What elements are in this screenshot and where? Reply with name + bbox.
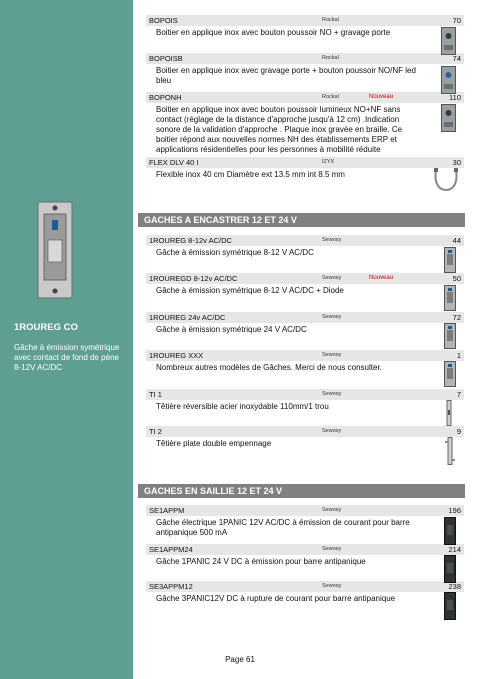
faceplate-thumbnail — [445, 400, 453, 426]
electric-strike-thumbnail — [444, 361, 456, 387]
product-price: 72 — [452, 313, 461, 322]
section-header: GACHES A ENCASTRER 12 ET 24 V — [138, 213, 465, 227]
product-brand: Sewosy — [322, 391, 342, 397]
product-row — [146, 157, 464, 179]
product-description: Gâche 3PANIC12V DC à rupture de courant pour barre antipanique — [156, 594, 396, 603]
product-description: Gâche à émission symétrique 8-12 V AC/DC — [156, 248, 314, 257]
product-row — [146, 426, 464, 448]
product-price: 50 — [452, 274, 461, 283]
product-description: Têtière plate double empennage — [156, 439, 272, 448]
product-brand: Rockal — [322, 17, 339, 23]
sidebar-title: 1ROUREG CO — [14, 322, 78, 333]
product-brand: Sewosy — [322, 546, 342, 552]
product-code: 1ROUREGD 8-12v AC/DC — [149, 274, 238, 283]
product-code: SE1APPM24 — [149, 545, 193, 554]
product-row — [146, 235, 464, 257]
product-brand: Sewosy — [322, 237, 342, 243]
surface-strike-thumbnail — [444, 517, 456, 545]
product-brand: Rockal — [322, 55, 339, 61]
product-price: 214 — [448, 545, 461, 554]
sidebar — [0, 0, 133, 679]
product-description: Boitier en applique inox avec bouton poussoir lumineux NO+NF sans contact (réglage de la distance d'approche jusqu'à 12 cm) .Indication sonore de la validation d'approche . Plaque inox gravée en braille. Ce boitier répond aux nouvelles normes NH des établissements ERP et applications résidentielles pour les personnes à mobilité réduite — [156, 105, 403, 154]
section-header: GACHES EN SAILLIE 12 ET 24 V — [138, 484, 465, 498]
product-header — [146, 389, 464, 400]
product-code: BOPONH — [149, 93, 182, 102]
product-row — [146, 505, 464, 537]
product-price: 110 — [449, 93, 461, 102]
product-price: 196 — [448, 506, 461, 515]
product-header — [146, 505, 464, 516]
product-brand: Sewosy — [322, 314, 342, 320]
new-badge: Nouveau — [369, 275, 394, 281]
product-price: 44 — [452, 236, 461, 245]
product-description: Têtière réversible acier inoxydable 110mm/1 trou — [156, 402, 329, 411]
product-code: SE3APPM12 — [149, 582, 193, 591]
page-number: Page 61 — [225, 655, 255, 664]
product-header — [146, 312, 464, 323]
electric-strike-thumbnail — [444, 285, 456, 311]
product-price: 9 — [456, 427, 461, 436]
sidebar-description: Gâche à émission symétrique avec contact de fond de pène 8-12V AC/DC — [14, 343, 120, 372]
electric-strike-thumbnail — [444, 247, 456, 273]
product-price: 30 — [452, 158, 461, 167]
product-row — [146, 92, 464, 154]
product-price: 1 — [456, 351, 461, 360]
push-button-box-thumbnail — [441, 66, 456, 94]
product-description: Boitier en applique inox avec bouton poussoir NO + gravage porte — [156, 28, 391, 37]
product-code: SE1APPM — [149, 506, 185, 515]
product-brand: Sewosy — [322, 583, 342, 589]
product-description: Nombreux autres modèles de Gâches. Merci de nous consulter. — [156, 363, 382, 372]
product-brand: Sewosy — [322, 352, 342, 358]
product-code: TI 2 — [149, 427, 162, 436]
product-code: 1ROUREG 24v AC/DC — [149, 313, 226, 322]
product-price: 74 — [452, 54, 461, 63]
product-header — [146, 581, 464, 592]
product-price: 7 — [456, 390, 461, 399]
product-row — [146, 544, 464, 566]
product-description: Gâche électrique 1PANIC 12V AC/DC à émission de courant pour barre antipanique 500 mA — [156, 518, 410, 537]
product-row — [146, 389, 464, 411]
product-row — [146, 581, 464, 603]
product-price: 70 — [452, 16, 461, 25]
product-row — [146, 273, 464, 295]
product-header — [146, 92, 464, 103]
product-code: FLEX DLV 40 I — [149, 158, 199, 167]
product-description: Gâche à émission symétrique 24 V AC/DC — [156, 325, 307, 334]
product-header — [146, 15, 464, 26]
surface-strike-thumbnail — [444, 555, 456, 583]
product-header — [146, 53, 464, 64]
strike-photo — [30, 200, 80, 300]
product-code: 1ROUREG XXX — [149, 351, 204, 360]
product-header — [146, 350, 464, 361]
new-badge: Nouveau — [369, 94, 394, 100]
product-header — [146, 544, 464, 555]
product-description: Gâche 1PANIC 24 V DC à émission pour barre antipanique — [156, 557, 366, 566]
product-description: Gâche à émission symétrique 8-12 V AC/DC + Diode — [156, 286, 344, 295]
product-code: BOPOISB — [149, 54, 183, 63]
product-price: 238 — [448, 582, 461, 591]
product-row — [146, 350, 464, 372]
product-header — [146, 157, 464, 168]
product-brand: Sewosy — [322, 428, 342, 434]
product-row — [146, 15, 464, 37]
product-header — [146, 235, 464, 246]
product-code: BOPOIS — [149, 16, 178, 25]
surface-strike-thumbnail — [444, 592, 456, 620]
push-button-box-thumbnail — [441, 104, 456, 132]
electric-strike-thumbnail — [444, 323, 456, 349]
product-row — [146, 312, 464, 334]
product-description: Boitier en applique inox avec gravage porte + bouton poussoir NO/NF led bleu — [156, 66, 416, 85]
product-code: 1ROUREG 8-12v AC/DC — [149, 236, 232, 245]
product-brand: Sewosy — [322, 507, 342, 513]
product-brand: Rockal — [322, 94, 339, 100]
product-brand: IZYX — [322, 159, 335, 165]
faceplate-thumbnail — [445, 437, 455, 465]
product-brand: Sewosy — [322, 275, 342, 281]
push-button-box-thumbnail — [441, 27, 456, 55]
product-code: TI 1 — [149, 390, 162, 399]
product-row — [146, 53, 464, 85]
product-header — [146, 426, 464, 437]
product-header — [146, 273, 464, 284]
flexible-cable-thumbnail — [432, 168, 460, 194]
product-description: Flexible inox 40 cm Diamètre ext 13.5 mm int 8.5 mm — [156, 170, 345, 179]
